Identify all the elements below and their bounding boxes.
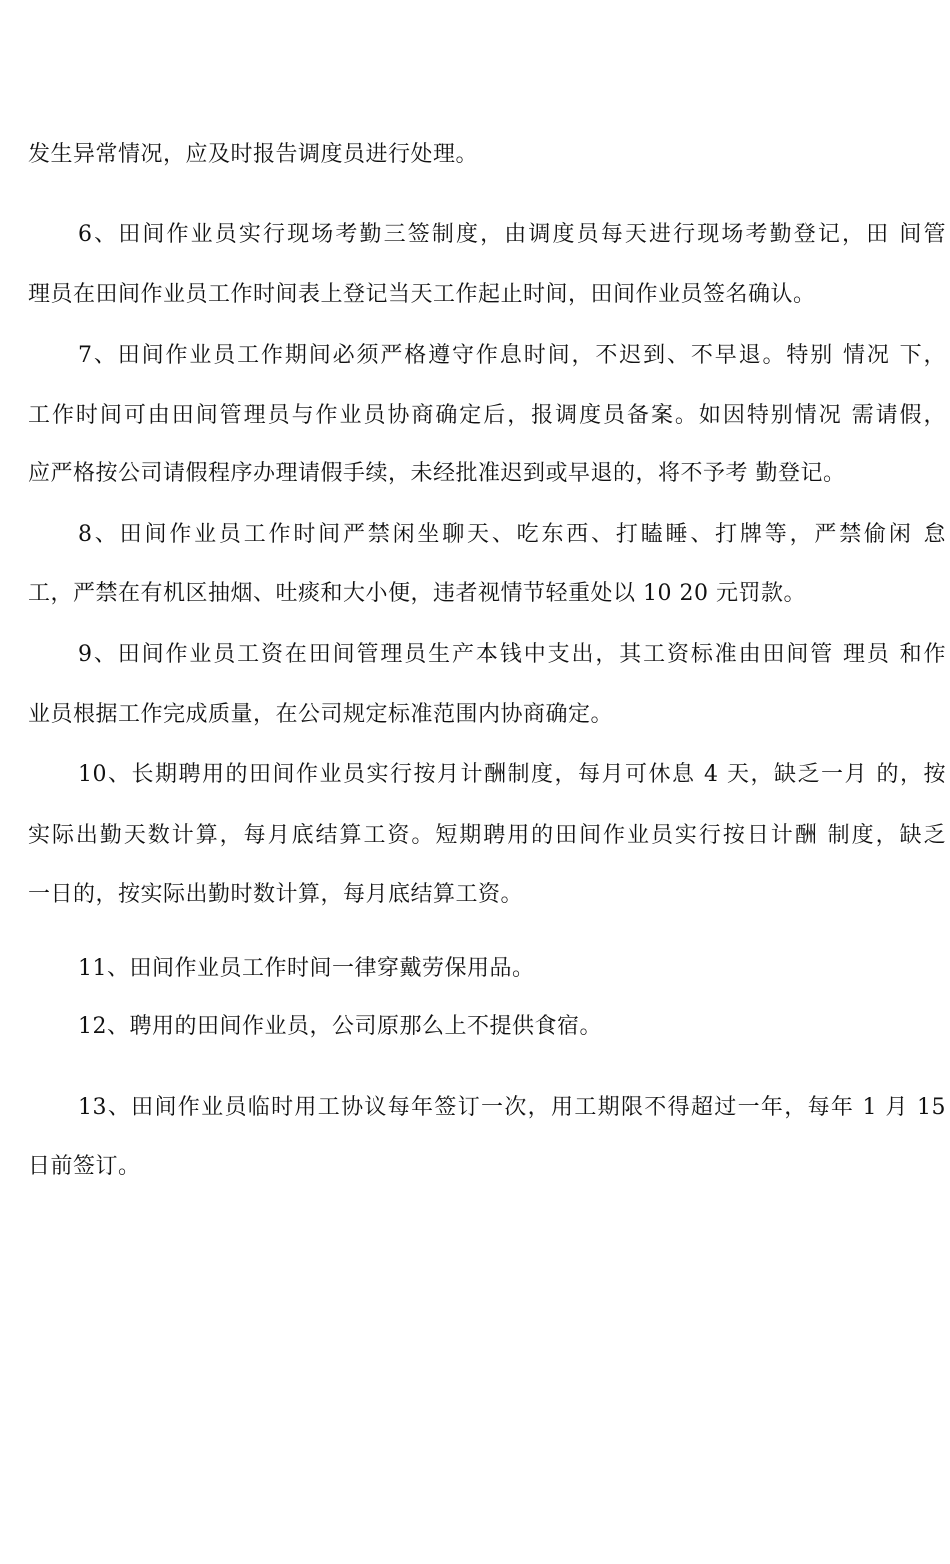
item-9-line-2: 业员根据工作完成质量，在公司规定标准范围内协商确定。: [28, 702, 614, 727]
item-6-line-2: 理员在田间作业员工作时间表上登记当天工作起止时间，田间作业员签名确认。: [28, 282, 816, 307]
item-10-line-1: 10、长期聘用的田间作业员实行按月计酬制度，每月可休息 4 天，缺乏一月 的，按: [78, 762, 946, 787]
item-13-line-2: 日前签订。: [28, 1154, 141, 1179]
item-7-line-3: 应严格按公司请假程序办理请假手续，未经批准迟到或早退的，将不予考 勤登记。: [28, 461, 846, 486]
item-7-line-1: 7、田间作业员工作期间必须严格遵守作息时间，不迟到、不早退。特别 情况 下，: [78, 343, 946, 368]
item-10-line-3: 一日的，按实际出勤时数计算，每月底结算工资。: [28, 882, 524, 907]
item-10-line-2: 实际出勤天数计算，每月底结算工资。短期聘用的田间作业员实行按日计酬 制度，缺乏: [28, 823, 946, 848]
item-7-line-2: 工作时间可由田间管理员与作业员协商确定后，报调度员备案。如因特别情况 需请假，: [28, 403, 946, 428]
item-11-line-1: 11、田间作业员工作时间一律穿戴劳保用品。: [78, 956, 535, 981]
item-6-line-1: 6、田间作业员实行现场考勤三签制度，由调度员每天进行现场考勤登记，田 间管: [78, 222, 946, 247]
item-8-line-2: 工，严禁在有机区抽烟、吐痰和大小便，违者视情节轻重处以 10 20 元罚款。: [28, 581, 806, 606]
item-9-line-1: 9、田间作业员工资在田间管理员生产本钱中支出，其工资标准由田间管 理员 和作: [78, 642, 946, 667]
item-12-line-1: 12、聘用的田间作业员，公司原那么上不提供食宿。: [78, 1014, 602, 1039]
text-line-1: 发生异常情况，应及时报告调度员进行处理。: [28, 142, 479, 167]
item-13-line-1: 13、田间作业员临时用工协议每年签订一次，用工期限不得超过一年，每年 1 月 15: [78, 1095, 946, 1120]
item-8-line-1: 8、田间作业员工作时间严禁闲坐聊天、吃东西、打瞌睡、打牌等，严禁偷闲 怠: [78, 522, 946, 547]
